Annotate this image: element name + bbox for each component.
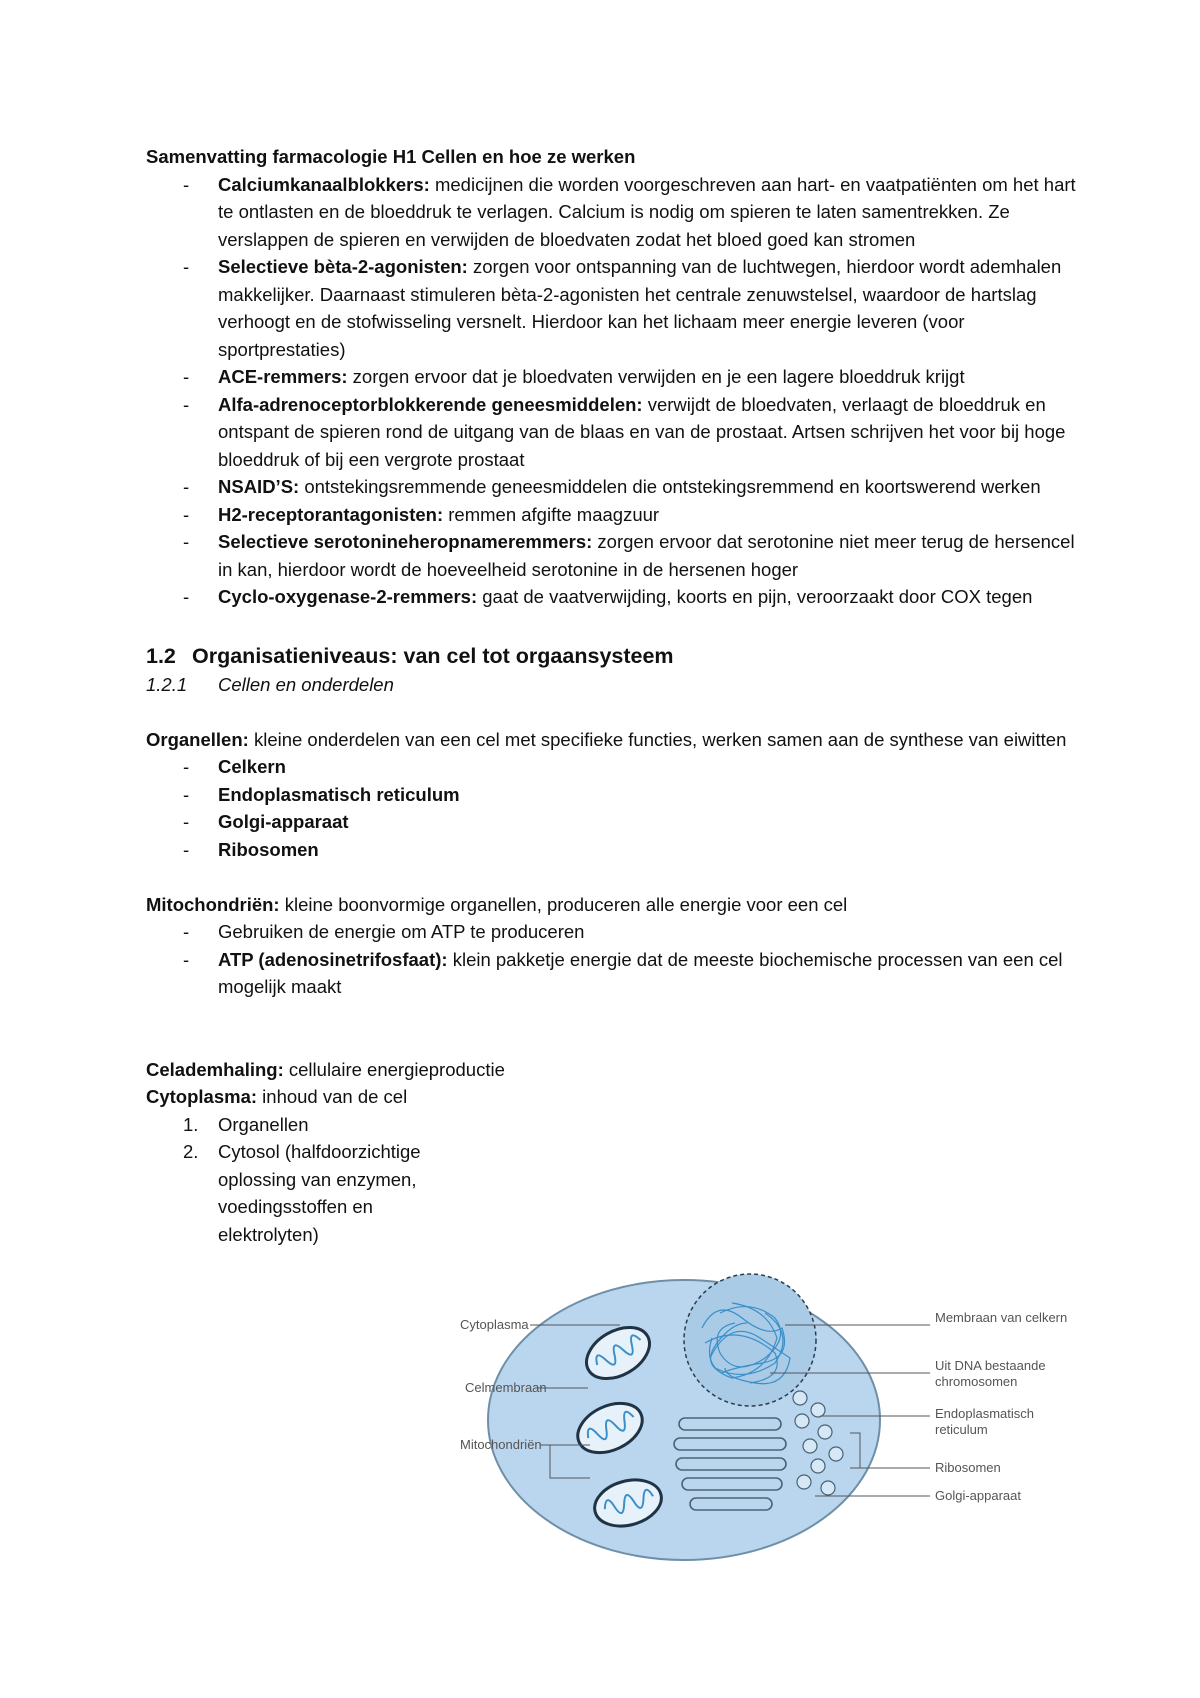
cell-diagram-svg — [460, 1268, 1090, 1568]
cell-body — [488, 1280, 880, 1560]
mitochondrien-list — [146, 918, 1076, 1001]
document-page — [146, 143, 1076, 1248]
list-item: - NSAID’S: ontstekingsremmende geneesmiddelen die ontstekingsremmend en koortswerend werken — [183, 476, 1041, 497]
list-item: - ACE-remmers: zorgen ervoor dat je bloedvaten verwijden en je een lagere bloeddruk krijgt — [183, 366, 965, 387]
list-item: - Selectieve bèta-2-agonisten: zorgen voor ontspanning van de luchtwegen, hierdoor wordt ademhalen makkelijker. Daarnaast stimuleren bèta-2-agonisten het centrale zenuwstelsel, waardoor de hartslag verhoogt en de stofwisseling versnelt. Hierdoor kan het lichaam meer energie leveren (voor sportprestaties) — [183, 256, 1062, 360]
cytoplasma-list — [146, 1111, 1076, 1249]
label-chromosomen: Uit DNA bestaande chromosomen — [935, 1358, 1046, 1389]
section-heading: 1.2 Organisatieniveaus: van cel tot orgaansysteem — [146, 643, 674, 668]
label-membraan-celkern: Membraan van celkern — [935, 1310, 1068, 1325]
list-item: - Calciumkanaalblokkers: medicijnen die worden voorgeschreven aan hart- en vaatpatiënten om het hart te ontlasten en de bloeddruk te verlagen. Calcium is nodig om spieren te laten samentrekken. Ze verslappen de spieren en verwijden de bloedvaten zodat het bloed goed kan stromen — [183, 173, 1076, 250]
cell-diagram — [460, 1268, 1090, 1568]
list-item: - Endoplasmatisch reticulum — [183, 783, 460, 805]
organellen-list — [146, 753, 1076, 863]
label-ribosomen: Ribosomen — [935, 1460, 1001, 1475]
list-item: - Selectieve serotonineheropnameremmers: zorgen ervoor dat serotonine niet meer terug de hersencel in kan, hierdoor wordt de hoeveelheid serotonine in de hersenen hoger — [183, 531, 1075, 580]
label-golgi-apparaat: Golgi-apparaat — [935, 1488, 1021, 1503]
label-mitochondrien: Mitochondriën — [460, 1437, 542, 1452]
subsection-heading: 1.2.1 Cellen en onderdelen — [146, 673, 394, 695]
nucleus — [684, 1274, 816, 1406]
list-item: - Ribosomen — [183, 838, 319, 860]
medication-list — [146, 171, 1076, 611]
list-item: - Cyclo-oxygenase-2-remmers: gaat de vaatverwijding, koorts en pijn, veroorzaakt door COX tegen — [183, 586, 1033, 607]
label-celmembraan: Celmembraan — [465, 1380, 547, 1395]
list-item: 1. Organellen — [183, 1113, 309, 1135]
list-item: - Alfa-adrenoceptorblokkerende geneesmiddelen: verwijdt de bloedvaten, verlaagt de bloeddruk en ontspant de spieren rond de uitgang van de blaas en van de prostaat. Artsen schrijven het voor bij hoge bloeddruk of bij een vergrote prostaat — [183, 393, 1066, 470]
list-item: - Golgi-apparaat — [183, 811, 349, 832]
mitochondrien-definition: Mitochondriën: kleine boonvormige organellen, produceren alle energie voor een cel — [146, 893, 848, 915]
list-item: - ATP (adenosinetrifosfaat): klein pakketje energie dat de meeste biochemische processen van een cel mogelijk maakt — [183, 948, 1063, 997]
list-item: - H2-receptorantagonisten: remmen afgifte maagzuur — [183, 503, 660, 525]
celademhaling-definition: Celademhaling: cellulaire energieproductie — [146, 1058, 505, 1080]
document-title: Samenvatting farmacologie H1 Cellen en hoe ze werken — [146, 146, 636, 167]
list-item: 2. Cytosol (halfdoorzichtige oplossing van enzymen, voedingsstoffen en elektrolyten) — [183, 1141, 421, 1245]
label-cytoplasma: Cytoplasma — [460, 1317, 529, 1332]
organellen-definition: Organellen: kleine onderdelen van een cel met specifieke functies, werken samen aan de synthese van eiwitten — [146, 728, 1067, 750]
list-item: - Celkern — [183, 756, 286, 777]
list-item: - Gebruiken de energie om ATP te produceren — [183, 921, 585, 942]
label-endoplasmatisch-reticulum: Endoplasmatisch reticulum — [935, 1406, 1034, 1437]
cytoplasma-definition: Cytoplasma: inhoud van de cel — [146, 1086, 408, 1107]
